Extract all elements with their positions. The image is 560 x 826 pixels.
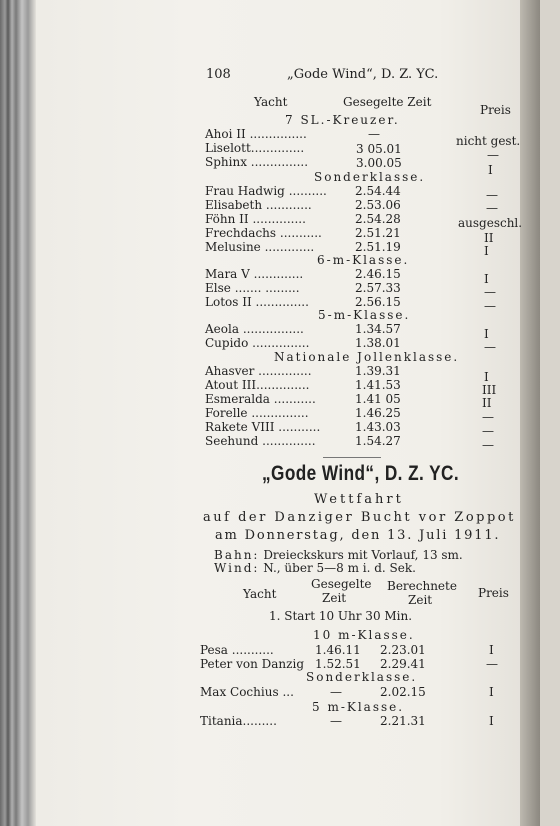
col-header-time: Gesegelte Zeit — [343, 95, 432, 109]
table-row: Esmeralda ........... — [205, 392, 316, 406]
class-heading: Nationale Jollenklasse. — [274, 350, 460, 364]
prize: I — [489, 714, 494, 728]
sailed-time: 1.38.01 — [355, 336, 401, 350]
table-row: Ahoi II ............... — [205, 127, 307, 141]
sailed-time: 1.46.11 — [315, 643, 361, 657]
table-row: Frechdachs ........... — [205, 226, 322, 240]
sailed-time: — — [368, 127, 380, 141]
sailed-time: 1.34.57 — [355, 322, 401, 336]
col-header-prize: Preis — [480, 103, 511, 117]
section-divider — [323, 457, 381, 458]
table-row: Sphinx ............... — [205, 155, 309, 169]
calculated-time: 2.23.01 — [380, 643, 426, 657]
prize: — — [484, 299, 496, 313]
sailed-time: 2.51.21 — [355, 226, 401, 240]
table-row: Forelle ............... — [205, 406, 309, 420]
sailed-time: 2.53.06 — [355, 198, 401, 212]
prize: — — [482, 438, 494, 452]
sailed-time: 2.46.15 — [355, 267, 401, 281]
table-row: Else ....... ......... — [205, 281, 300, 295]
regatta-date: am Donnerstag, den 13. Juli 1911. — [215, 528, 501, 543]
sailed-time: 2.56.15 — [355, 295, 401, 309]
col-header-yacht: Yacht — [254, 95, 288, 109]
table-row: Cupido ............... — [205, 336, 310, 350]
table-row: Ahasver .............. — [205, 364, 312, 378]
prize: — — [486, 657, 498, 671]
table-row: Atout III.............. — [205, 378, 310, 392]
section-title: „Gode Wind“, D. Z. YC. — [262, 462, 460, 485]
calculated-time: 2.02.15 — [380, 685, 426, 699]
sailed-time: 1.43.03 — [355, 420, 401, 434]
section-subtitle: Wettfahrt — [314, 492, 404, 507]
sailed-time: 1.52.51 — [315, 657, 361, 671]
table-row: Liselott.............. — [205, 141, 305, 155]
class-heading: 5-m-Klasse. — [318, 308, 411, 322]
prize: I — [484, 370, 489, 384]
sailed-time: 3 05.01 — [356, 142, 402, 156]
table-row: Lotos II .............. — [205, 295, 309, 309]
sailed-time: 2.54.44 — [355, 184, 401, 198]
table-row: Melusine ............. — [205, 240, 315, 254]
sailed-time: — — [330, 714, 342, 728]
table-row: Peter von Danzig — [200, 657, 305, 671]
sailed-time: 2.51.19 — [355, 240, 401, 254]
col-header-sailed: Gesegelte — [311, 577, 372, 591]
table-row: Seehund .............. — [205, 434, 316, 448]
col-header-calculated: Berechnete — [387, 579, 457, 593]
table-row: Max Cochius ... — [200, 685, 294, 699]
page-edge-shadow — [520, 0, 540, 826]
prize: — — [484, 285, 496, 299]
calculated-time: 2.29.41 — [380, 657, 426, 671]
prize: I — [488, 163, 493, 177]
page-number: 108 — [206, 67, 231, 82]
sailed-time: — — [330, 685, 342, 699]
col-header-sailed-2: Zeit — [322, 591, 347, 605]
prize: I — [484, 244, 489, 258]
class-heading: 7 SL.-Kreuzer. — [285, 113, 400, 127]
sailed-time: 2.57.33 — [355, 281, 401, 295]
prize: II — [482, 396, 492, 410]
table-row: Aeola ................ — [205, 322, 304, 336]
table-row: Mara V ............. — [205, 267, 304, 281]
table-row: Elisabeth ............ — [205, 198, 312, 212]
wind-line: Wind: N., über 5—8 m i. d. Sek. — [214, 561, 416, 575]
table-row: Titania......... — [200, 714, 277, 728]
prize: nicht gest. — [456, 134, 521, 148]
prize: I — [484, 272, 489, 286]
sailed-time: 1.46.25 — [355, 406, 401, 420]
class-heading: 6-m-Klasse. — [317, 253, 410, 267]
prize: — — [484, 340, 496, 354]
calculated-time: 2.21.31 — [380, 714, 426, 728]
sailed-time: 2.54.28 — [355, 212, 401, 226]
class-heading: Sonderklasse. — [306, 670, 418, 684]
book-spine — [0, 0, 36, 826]
col-header-calculated-2: Zeit — [408, 593, 433, 607]
prize: I — [484, 327, 489, 341]
class-heading: Sonderklasse. — [314, 170, 426, 184]
class-heading: 5 m-Klasse. — [312, 700, 405, 714]
col-header-prize: Preis — [478, 586, 509, 600]
col-header-yacht: Yacht — [243, 587, 277, 601]
prize: I — [489, 643, 494, 657]
prize: III — [482, 383, 497, 397]
table-row: Pesa ........... — [200, 643, 274, 657]
prize: I — [489, 685, 494, 699]
sailed-time: 3.00.05 — [356, 156, 402, 170]
sailed-time: 1.41 05 — [355, 392, 401, 406]
prize: — — [487, 148, 499, 162]
table-row: Rakete VIII ........... — [205, 420, 321, 434]
sailed-time: 1.39.31 — [355, 364, 401, 378]
table-row: Frau Hadwig .......... — [205, 184, 327, 198]
regatta-location: auf der Danziger Bucht vor Zoppot — [203, 510, 516, 525]
sailed-time: 1.41.53 — [355, 378, 401, 392]
prize: — — [486, 201, 498, 215]
running-title: „Gode Wind“, D. Z. YC. — [287, 67, 439, 82]
table-row: Föhn II .............. — [205, 212, 306, 226]
sailed-time: 1.54.27 — [355, 434, 401, 448]
class-heading: 10 m-Klasse. — [313, 628, 415, 642]
course-line: Bahn: Dreieckskurs mit Vorlauf, 13 sm. — [214, 548, 463, 562]
prize: — — [482, 410, 494, 424]
start-time: 1. Start 10 Uhr 30 Min. — [269, 609, 413, 623]
prize: — — [482, 424, 494, 438]
prize: ausgeschl. — [458, 216, 523, 230]
prize: II — [484, 231, 494, 245]
prize: — — [486, 188, 498, 202]
